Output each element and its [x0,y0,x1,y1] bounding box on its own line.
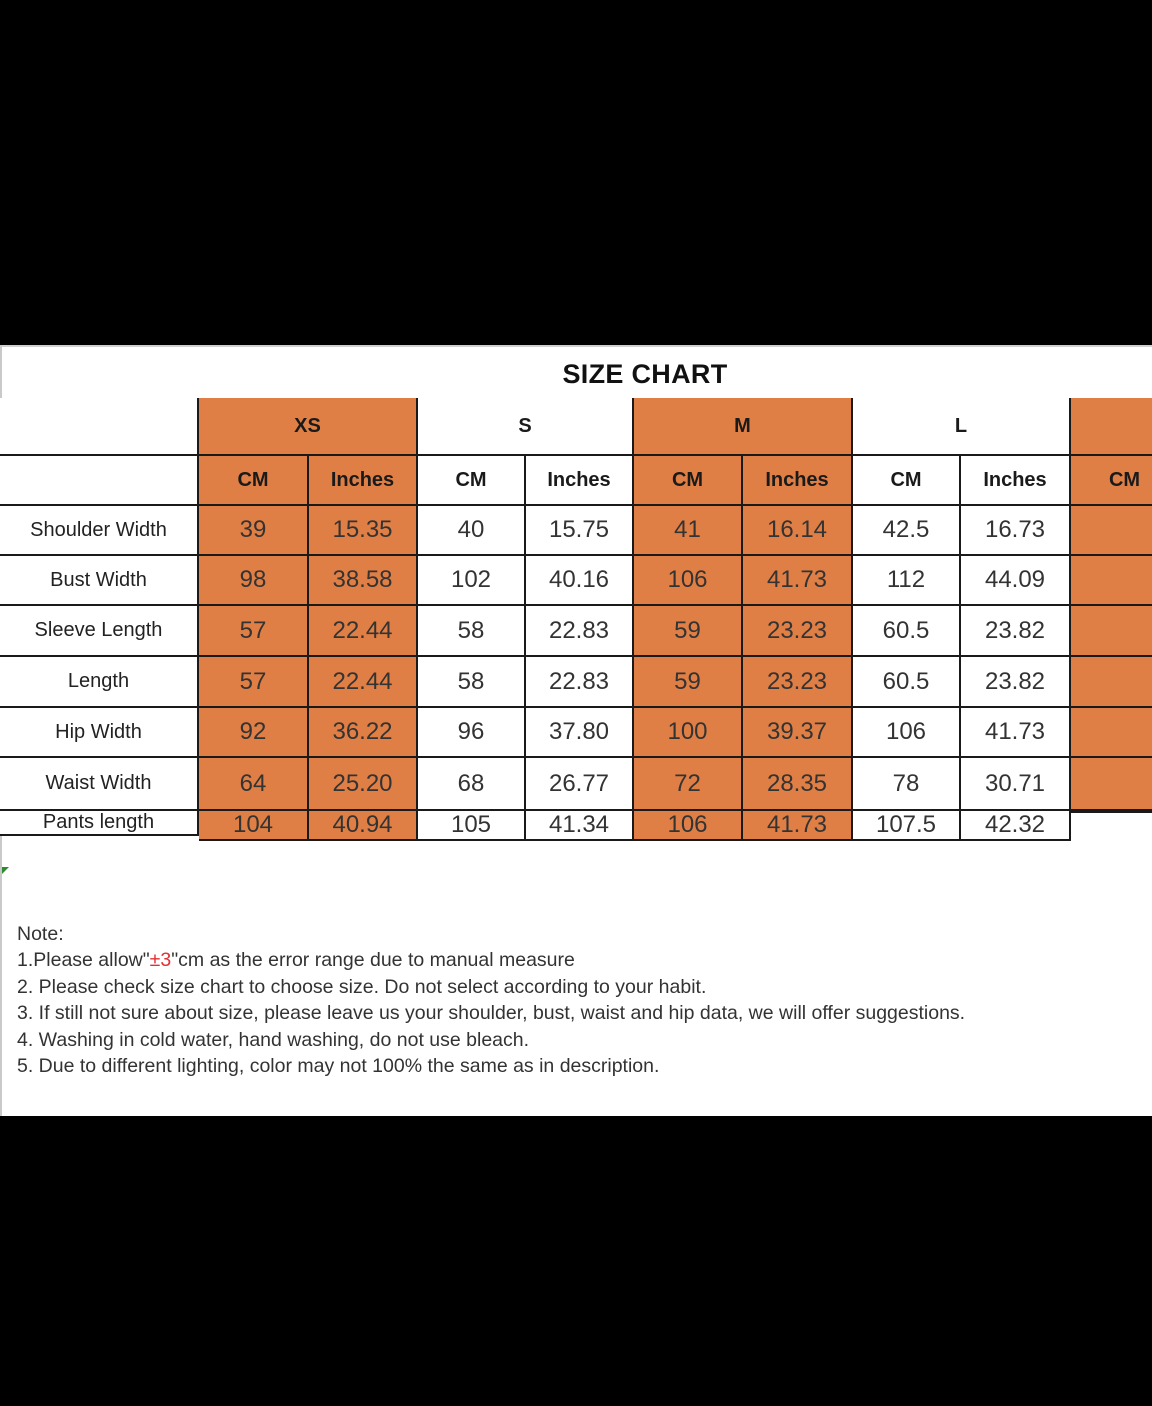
unit-header: Inches [526,456,634,506]
table-cell: 39 [199,506,309,556]
row-label: Waist Width [0,758,199,811]
table-cell: 16.14 [743,506,853,556]
table-cell: 37.80 [526,708,634,758]
table-cell: 102 [418,556,526,606]
table-cell: 60.5 [853,606,961,657]
size-header-m: M [634,398,853,456]
row-label: Hip Width [0,708,199,758]
table-cell: 30.71 [961,758,1071,811]
size-chart-sheet [0,345,1152,1116]
table-cell: 28.35 [743,758,853,811]
note-line-5: 5. Due to different lighting, color may not 100% the same as in description. [17,1055,660,1078]
note-1-part-c: "cm as the error range due to manual measure [171,949,575,972]
table-cell: 41.73 [961,708,1071,758]
table-cell: 42.32 [961,811,1071,841]
table-cell: 38.58 [309,556,418,606]
table-cell: 57 [199,606,309,657]
table-cell: 92 [199,708,309,758]
unit-header: CM [1071,456,1152,506]
table-cell: 23.82 [961,657,1071,708]
table-cell: 42.5 [853,506,961,556]
table-cell: 23.23 [743,657,853,708]
table-cell: 96 [418,708,526,758]
row-label: Sleeve Length [0,606,199,657]
table-cell: 22.83 [526,606,634,657]
note-line-4: 4. Washing in cold water, hand washing, do not use bleach. [17,1028,530,1051]
unit-header: Inches [743,456,853,506]
table-cell: 72 [634,758,743,811]
table-cell: 41 [634,506,743,556]
unit-header: CM [418,456,526,506]
size-header-s: S [418,398,634,456]
table-cell-partial [1071,708,1152,758]
table-cell: 15.75 [526,506,634,556]
size-table [0,398,1152,868]
sheet-top-edge [0,345,1152,347]
table-cell: 68 [418,758,526,811]
corner-cell-unit [0,456,199,506]
table-cell: 16.73 [961,506,1071,556]
table-cell: 106 [853,708,961,758]
cell-corner-mark [2,867,9,874]
table-cell: 59 [634,606,743,657]
table-cell: 23.82 [961,606,1071,657]
row-label: Pants length [0,811,199,836]
table-cell: 22.44 [309,606,418,657]
table-cell-partial [1071,556,1152,606]
row-label: Bust Width [0,556,199,606]
table-cell: 15.35 [309,506,418,556]
table-cell: 22.44 [309,657,418,708]
table-cell: 58 [418,657,526,708]
table-cell-partial [1071,506,1152,556]
table-cell: 106 [634,556,743,606]
table-cell-partial [1071,758,1152,811]
unit-header: Inches [961,456,1071,506]
table-cell: 64 [199,758,309,811]
table-cell: 100 [634,708,743,758]
size-header-l: L [853,398,1071,456]
table-cell: 107.5 [853,811,961,841]
table-cell: 26.77 [526,758,634,811]
note-line-3: 3. If still not sure about size, please leave us your shoulder, bust, waist and hip data, we will offer suggestions. [17,1002,966,1025]
note-line-1 [17,947,965,973]
chart-title: SIZE CHART [562,359,728,389]
table-cell: 78 [853,758,961,811]
notes-section [17,921,965,1079]
table-cell: 36.22 [309,708,418,758]
table-cell: 104 [199,811,309,841]
table-cell: 105 [418,811,526,841]
table-cell: 112 [853,556,961,606]
table-cell: 41.73 [743,556,853,606]
table-cell: 59 [634,657,743,708]
table-cell: 60.5 [853,657,961,708]
table-cell: 44.09 [961,556,1071,606]
notes-heading: Note: [17,923,64,945]
note-line-2: 2. Please check size chart to choose size. Do not select according to your habit. [17,975,707,998]
table-cell: 58 [418,606,526,657]
table-cell: 22.83 [526,657,634,708]
unit-header: CM [199,456,309,506]
table-cell: 57 [199,657,309,708]
table-cell-partial [1071,657,1152,708]
table-cell: 106 [634,811,743,841]
unit-header: Inches [309,456,418,506]
note-1-tolerance: ±3 [149,949,172,972]
size-header-xs: XS [199,398,418,456]
row-label: Length [0,657,199,708]
table-cell-partial [1071,811,1152,813]
unit-header: CM [853,456,961,506]
row-label: Shoulder Width [0,506,199,556]
table-cell-partial [1071,606,1152,657]
table-cell: 40 [418,506,526,556]
table-cell: 41.73 [743,811,853,841]
table-cell: 40.16 [526,556,634,606]
unit-header: CM [634,456,743,506]
table-cell: 23.23 [743,606,853,657]
table-cell: 25.20 [309,758,418,811]
table-cell: 40.94 [309,811,418,841]
table-cell: 39.37 [743,708,853,758]
table-cell: 98 [199,556,309,606]
note-1-part-a: 1.Please allow" [17,949,150,972]
table-cell: 41.34 [526,811,634,841]
size-header-partial [1071,398,1152,456]
corner-cell-top [0,398,199,456]
